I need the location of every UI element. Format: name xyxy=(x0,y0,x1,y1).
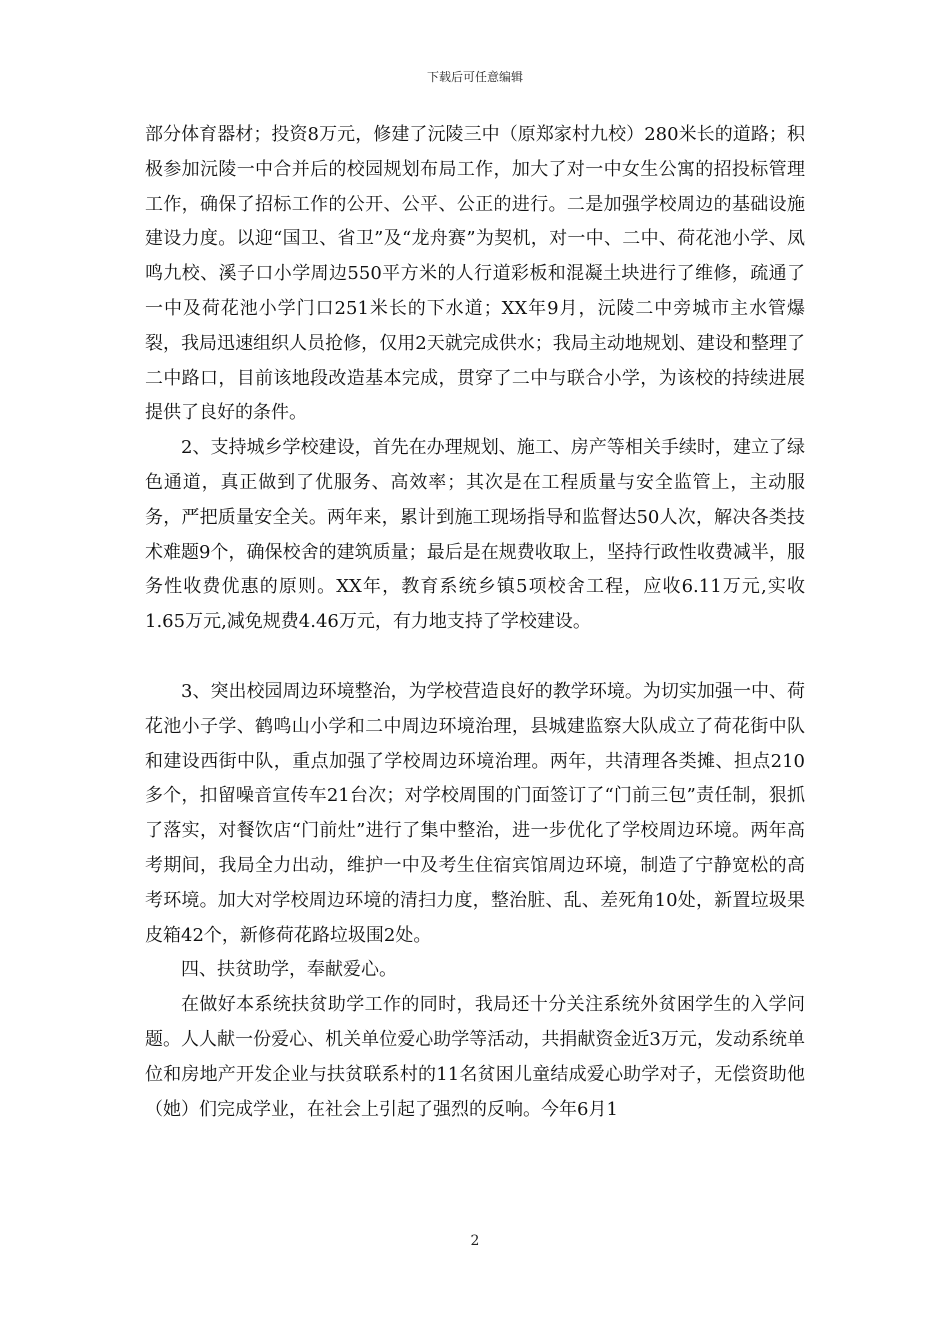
paragraph-4: 在做好本系统扶贫助学工作的同时，我局还十分关注系统外贫困学生的入学问题。人人献一份爱心、机关单位爱心助学等活动，共捐献资金近3万元，发动系统单位和房地产开发企业与扶贫联系村的11名贫困儿童结成爱心助学对子，无偿资助他（她）们完成学业，在社会上引起了强烈的反响。今年6月1 xyxy=(145,994,805,1120)
paragraph-spacer xyxy=(145,640,805,675)
paragraph-3: 3、突出校园周边环境整治，为学校营造良好的教学环境。为切实加强一中、荷花池小子学、鹤鸣山小学和二中周边环境治理，县城建监察大队成立了荷花街中队和建设西街中队，重点加强了学校周边环境治理。两年，共清理各类摊、担点210多个，扣留噪音宣传车21台次；对学校周围的门面签订了“门前三包”责任制，狠抓了落实，对餐饮店“门前灶”进行了集中整治，进一步优化了学校周边环境。两年高考期间，我局全力出动，维护一中及考生住宿宾馆周边环境，制造了宁静宽松的高考环境。加大对学校周边环境的清扫力度，整治脏、乱、差死角10处，新置垃圾果皮箱42个，新修荷花路垃圾围2处。 xyxy=(145,680,805,946)
document-body xyxy=(145,118,805,1127)
page-header: 下载后可任意编辑 xyxy=(426,70,523,84)
page-number: 2 xyxy=(470,1233,480,1249)
paragraph-1: 部分体育器材；投资8万元，修建了沅陵三中（原郑家村九校）280米长的道路；积极参加沅陵一中合并后的校园规划布局工作，加大了对一中女生公寓的招投标管理工作，确保了招标工作的公开、公平、公正的进行。二是加强学校周边的基础设施建设力度。以迎“国卫、省卫”及“龙舟赛”为契机，对一中、二中、荷花池小学、凤鸣九校、溪子口小学周边550平方米的人行道彩板和混凝土块进行了维修，疏通了一中及荷花池小学门口251米长的下水道；XX年9月，沅陵二中旁城市主水管爆裂，我局迅速组织人员抢修，仅用2天就完成供水；我局主动地规划、建设和整理了二中路口，目前该地段改造基本完成，贯穿了二中与联合小学，为该校的持续进展提供了良好的条件。 xyxy=(145,124,805,424)
paragraph-2: 2、支持城乡学校建设，首先在办理规划、施工、房产等相关手续时，建立了绿色通道，真正做到了优服务、高效率；其次是在工程质量与安全监管上，主动服务，严把质量安全关。两年来，累计到施工现场指导和监督达50人次，解决各类技术难题9个，确保校舍的建筑质量；最后是在规费收取上，坚持行政性收费减半，服务性收费优惠的原则。XX年，教育系统乡镇5项校舍工程，应收6.11万元,实收1.65万元,减免规费4.46万元，有力地支持了学校建设。 xyxy=(145,437,805,633)
section-heading: 四、扶贫助学，奉献爱心。 xyxy=(181,959,397,981)
